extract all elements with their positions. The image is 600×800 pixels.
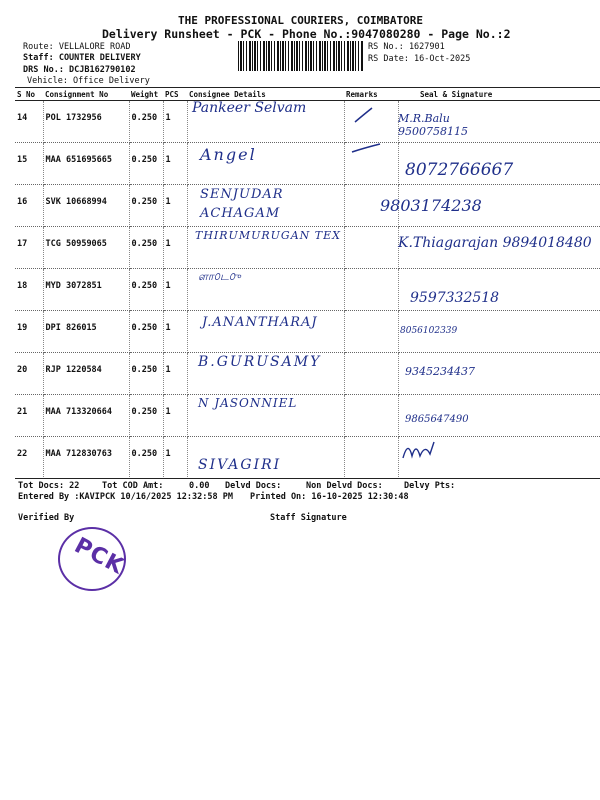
handwritten-consignee-scribble: ளா௦ட௦ு — [198, 270, 241, 283]
handwritten-consignee: SIVAGIRI — [198, 457, 282, 473]
row-pcs: 1 — [163, 269, 187, 311]
vehicle-label: Vehicle: Office Delivery — [27, 76, 150, 86]
col-remarks: Remarks — [344, 88, 398, 101]
delvy-pts: Delvy Pts: — [404, 481, 456, 491]
table-header-row — [15, 88, 600, 101]
runsheet-table — [15, 87, 600, 479]
row-pcs: 1 — [163, 395, 187, 437]
row-sno: 18 — [15, 269, 43, 311]
row-remarks — [344, 437, 398, 479]
row-consignment: TCG 50959065 — [43, 227, 129, 269]
row-consignment: POL 1732956 — [43, 101, 129, 143]
row-weight: 0.250 — [129, 101, 163, 143]
signature-scribble — [400, 438, 440, 464]
row-consignment: MAA 713320664 — [43, 395, 129, 437]
row-pcs: 1 — [163, 185, 187, 227]
row-pcs: 1 — [163, 143, 187, 185]
remark-tick-marks — [350, 100, 390, 160]
row-weight: 0.250 — [129, 143, 163, 185]
handwritten-consignee: THIRUMURUGAN TEX — [195, 229, 341, 242]
rs-date: RS Date: 16-Oct-2025 — [368, 54, 471, 64]
drs-number: DRS No.: DCJB162790102 — [23, 65, 136, 75]
row-sno: 21 — [15, 395, 43, 437]
delvd-docs: Delvd Docs: — [225, 481, 282, 491]
handwritten-consignee: SENJUDAR ACHAGAM — [200, 187, 284, 221]
col-consignment: Consignment No — [43, 88, 129, 101]
row-weight: 0.250 — [129, 437, 163, 479]
handwritten-consignee: N JASONNIEL — [198, 396, 298, 410]
row-consignment: DPI 826015 — [43, 311, 129, 353]
handwritten-signature: M.R.Balu 9500758115 — [398, 112, 468, 138]
row-consignment: RJP 1220584 — [43, 353, 129, 395]
staff-signature-label: Staff Signature — [270, 513, 347, 523]
handwritten-signature: 8056102339 — [400, 326, 458, 336]
handwritten-signature: 9345234437 — [405, 365, 475, 378]
col-sno: S No — [15, 88, 43, 101]
row-remarks — [344, 269, 398, 311]
runsheet-subtitle: Delivery Runsheet - PCK - Phone No.:9047080280 - Page No.:2 — [102, 27, 511, 41]
handwritten-signature: 9803174238 — [380, 196, 482, 215]
row-sno: 16 — [15, 185, 43, 227]
row-consignment: MYD 3072851 — [43, 269, 129, 311]
row-consignment: MAA 651695665 — [43, 143, 129, 185]
handwritten-signature: K.Thiagarajan 9894018480 — [398, 235, 592, 251]
tot-cod: Tot COD Amt: 0.00 — [102, 481, 210, 491]
row-pcs: 1 — [163, 437, 187, 479]
row-pcs: 1 — [163, 101, 187, 143]
handwritten-signature: 9597332518 — [410, 290, 500, 306]
handwritten-consignee: B.GURUSAMY — [198, 354, 322, 370]
row-consignment: SVK 10668994 — [43, 185, 129, 227]
handwritten-consignee: Pankeer Selvam — [192, 100, 307, 116]
printed-on: Printed On: 16-10-2025 12:30:48 — [250, 492, 409, 502]
row-sno: 22 — [15, 437, 43, 479]
row-remarks — [344, 395, 398, 437]
row-remarks — [344, 311, 398, 353]
row-sno: 20 — [15, 353, 43, 395]
row-weight: 0.250 — [129, 269, 163, 311]
row-weight: 0.250 — [129, 353, 163, 395]
stamp-text: PCK — [70, 533, 129, 580]
col-signature: Seal & Signature — [398, 88, 600, 101]
tot-docs: Tot Docs: 22 — [18, 481, 80, 491]
row-pcs: 1 — [163, 227, 187, 269]
handwritten-signature: 8072766667 — [405, 160, 514, 180]
route-label: Route: VELLALORE ROAD — [23, 42, 131, 52]
non-delvd-docs: Non Delvd Docs: — [306, 481, 383, 491]
row-consignment: MAA 712830763 — [43, 437, 129, 479]
row-sno: 19 — [15, 311, 43, 353]
row-sno: 17 — [15, 227, 43, 269]
row-pcs: 1 — [163, 311, 187, 353]
entered-by: Entered By :KAVIPCK 10/16/2025 12:32:58 PM — [18, 492, 233, 502]
handwritten-signature: 9865647490 — [405, 414, 469, 425]
row-sno: 14 — [15, 101, 43, 143]
company-title: THE PROFESSIONAL COURIERS, COIMBATORE — [178, 14, 424, 27]
handwritten-consignee: Angel — [200, 145, 257, 164]
row-weight: 0.250 — [129, 311, 163, 353]
verified-by-label: Verified By — [18, 513, 75, 523]
pck-stamp — [58, 527, 129, 591]
row-pcs: 1 — [163, 353, 187, 395]
handwritten-consignee: J.ANANTHARAJ — [202, 315, 318, 330]
col-weight: Weight — [129, 88, 163, 101]
row-sno: 15 — [15, 143, 43, 185]
barcode-image — [238, 41, 364, 71]
row-remarks — [344, 227, 398, 269]
col-pcs: PCS — [163, 88, 187, 101]
table-row — [15, 437, 600, 479]
col-consignee: Consignee Details — [187, 88, 344, 101]
row-weight: 0.250 — [129, 227, 163, 269]
row-weight: 0.250 — [129, 395, 163, 437]
table-bottom-line — [15, 478, 600, 479]
row-weight: 0.250 — [129, 185, 163, 227]
rs-number: RS No.: 1627901 — [368, 42, 445, 52]
staff-label: Staff: COUNTER DELIVERY — [23, 53, 141, 63]
table-row — [15, 269, 600, 311]
table-row — [15, 395, 600, 437]
row-remarks — [344, 353, 398, 395]
